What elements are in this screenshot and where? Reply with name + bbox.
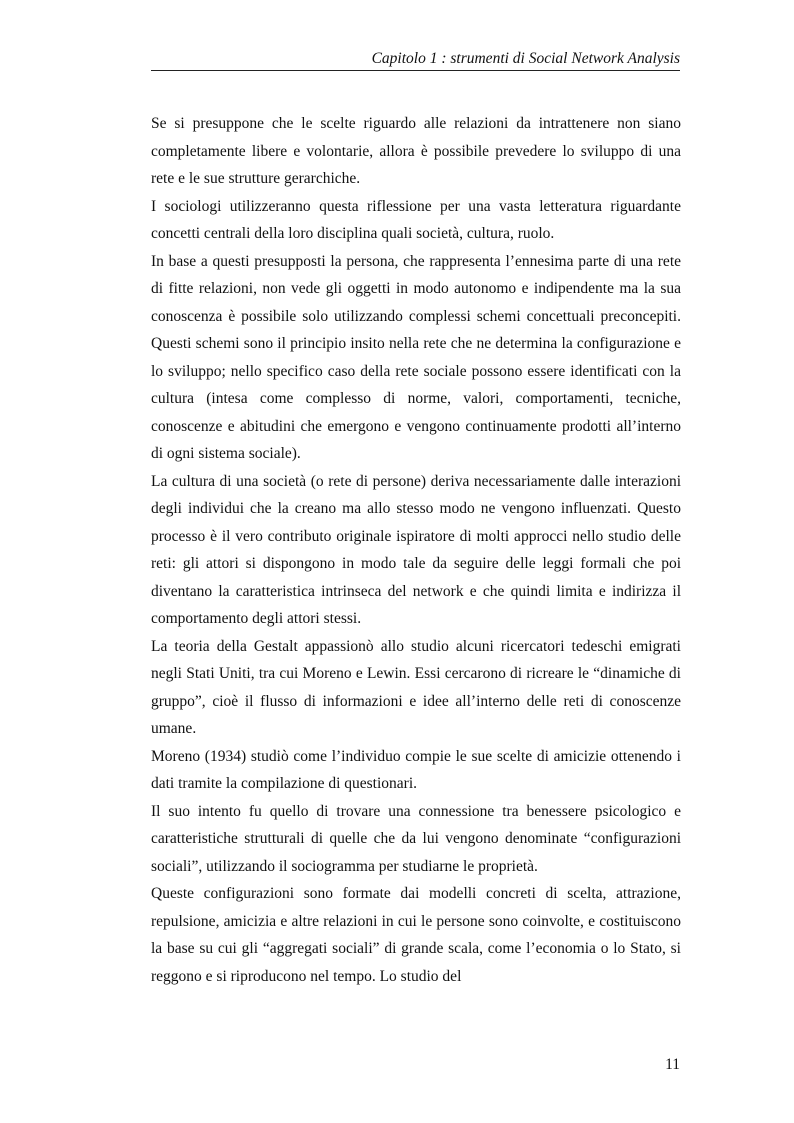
paragraph: La teoria della Gestalt appassionò allo studio alcuni ricercatori tedeschi emigrati negli Stati Uniti, tra cui Moreno e Lewin. Essi cercarono di ricreare le “dinamiche di gruppo”, cioè il flusso di informazioni e idee all’interno delle reti di conoscenze umane.	[151, 637, 681, 737]
paragraph: Il suo intento fu quello di trovare una connessione tra benessere psicologico e caratteristiche strutturali di quelle che da lui vengono denominate “configurazioni sociali”, utilizzando il sociogramma per studiarne le proprietà.	[151, 802, 681, 875]
body-text	[151, 110, 681, 990]
paragraph: La cultura di una società (o rete di persone) deriva necessariamente dalle interazioni degli individui che la creano ma allo stesso modo ne vengono influenzati. Questo processo è il vero contributo originale ispiratore di molti approcci nello studio delle reti: gli attori si dispongono in modo tale da seguire delle leggi formali che poi diventano la caratteristica intrinseca del network e che quindi limita e indirizza il comportamento degli attori stessi.	[151, 472, 681, 627]
chapter-title: Capitolo 1 : strumenti di Social Network Analysis	[371, 50, 680, 67]
paragraph: In base a questi presupposti la persona, che rappresenta l’ennesima parte di una rete di fitte relazioni, non vede gli oggetti in modo autonomo e indipendente ma la sua conoscenza è possibile solo utilizzando complessi schemi concettuali preconcepiti. Questi schemi sono il principio insito nella rete che ne determina la configurazione e lo sviluppo; nello specifico caso della rete sociale possono essere identificati con la cultura (intesa come complesso di norme, valori, comportamenti, tecniche, conoscenze e abitudini che emergono e vengono continuamente prodotti all’interno di ogni sistema sociale).	[151, 252, 681, 462]
paragraph: I sociologi utilizzeranno questa riflessione per una vasta letteratura riguardante concetti centrali della loro disciplina quali società, cultura, ruolo.	[151, 197, 681, 242]
page-number: 11	[665, 1056, 680, 1073]
paragraph: Moreno (1934) studiò come l’individuo compie le sue scelte di amicizie ottenendo i dati tramite la compilazione di questionari.	[151, 747, 681, 792]
running-header	[151, 48, 680, 71]
paragraph: Queste configurazioni sono formate dai modelli concreti di scelta, attrazione, repulsione, amicizia e altre relazioni in cui le persone sono coinvolte, e costituiscono la base su cui gli “aggregati sociali” di grande scala, come l’economia o lo Stato, si reggono e si riproducono nel tempo. Lo studio del	[151, 885, 681, 985]
paragraph: Se si presuppone che le scelte riguardo alle relazioni da intrattenere non siano completamente libere e volontarie, allora è possibile prevedere lo sviluppo di una rete e le sue strutture gerarchiche.	[151, 115, 681, 187]
